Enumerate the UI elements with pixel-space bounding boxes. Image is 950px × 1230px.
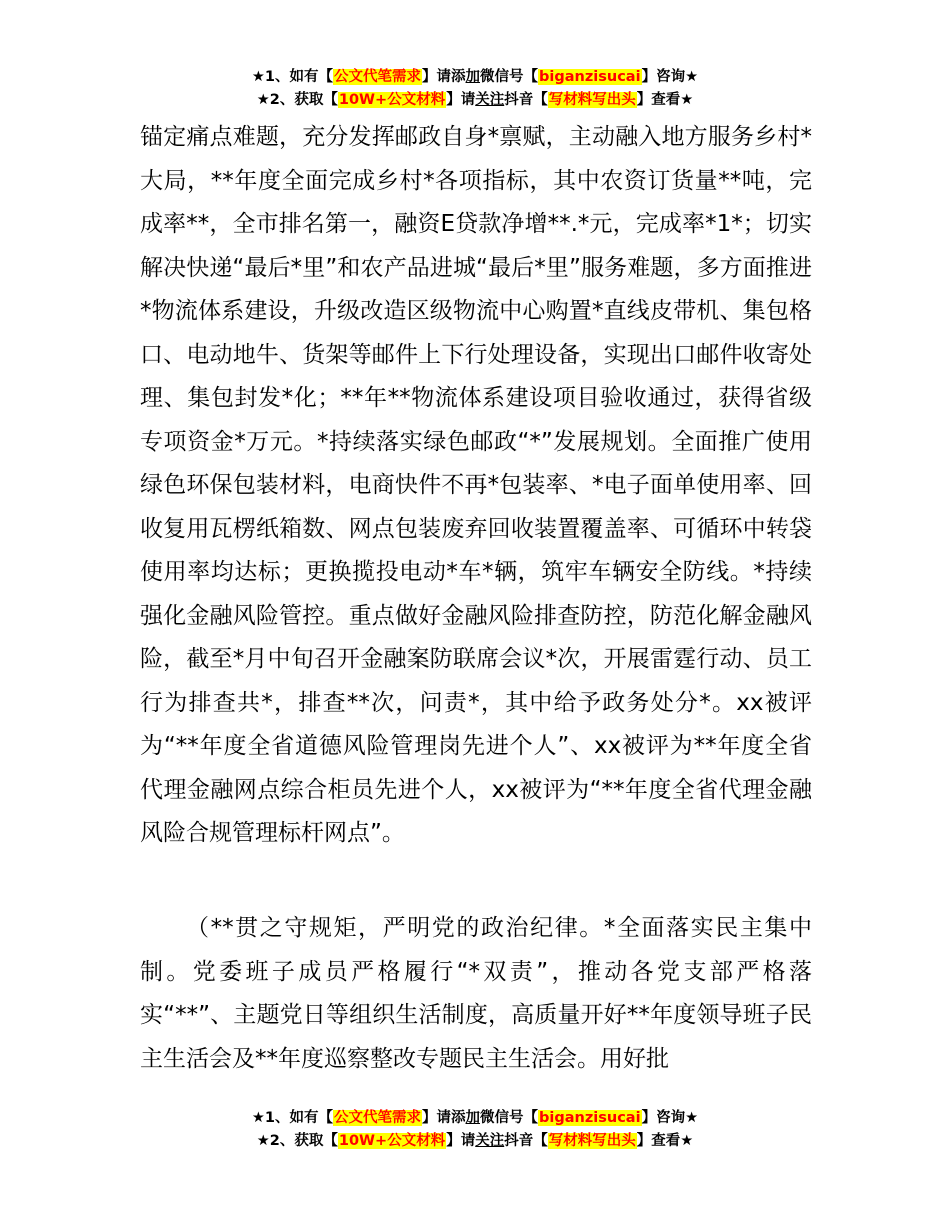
promo-highlight: 公文代笔需求: [334, 69, 422, 85]
douyin-id-highlight: 写材料写出头: [548, 92, 636, 108]
promo-line-1: [0, 66, 950, 89]
promo-text: ★1、如有【: [251, 69, 334, 85]
douyin-id-highlight: 写材料写出头: [548, 1133, 636, 1149]
promo-text: 抖音【: [504, 92, 548, 108]
promo-text: 】请添: [422, 69, 466, 85]
promo-text: 微信号【: [480, 69, 539, 85]
promo-text: 】咨询★: [641, 69, 699, 85]
promo-text: 抖音【: [504, 1133, 548, 1149]
promo-line-1: [0, 1107, 950, 1130]
promo-highlight: 公文代笔需求: [334, 1110, 422, 1126]
promo-line-2: [0, 1130, 950, 1153]
wechat-id-highlight: biganzisucai: [539, 1110, 641, 1126]
promo-highlight: 10W+公文材料: [338, 92, 446, 108]
promo-banner-top: [0, 66, 950, 112]
promo-text: 微信号【: [480, 1110, 539, 1126]
promo-line-2: [0, 89, 950, 112]
wechat-id-highlight: biganzisucai: [539, 69, 641, 85]
promo-banner-bottom: [0, 1107, 950, 1153]
promo-text: 】请: [446, 92, 476, 108]
promo-text: 】查看★: [636, 92, 694, 108]
promo-highlight: 10W+公文材料: [338, 1133, 446, 1149]
promo-underlined: 关注: [475, 92, 505, 108]
promo-underlined: 加: [465, 69, 481, 85]
promo-text: ★1、如有【: [251, 1110, 334, 1126]
promo-text: 】请添: [422, 1110, 466, 1126]
promo-text: ★2、获取【: [256, 1133, 338, 1149]
promo-underlined: 加: [465, 1110, 481, 1126]
promo-text: 】咨询★: [641, 1110, 699, 1126]
document-body-paragraph-1: [140, 116, 812, 856]
document-body-paragraph-2: [140, 907, 812, 1081]
promo-underlined: 关注: [475, 1133, 505, 1149]
promo-text: 】请: [446, 1133, 476, 1149]
paragraph-text: 锚定痛点难题，充分发挥邮政自身*禀赋，主动融入地方服务乡村*大局，**年度全面完成乡村*各项指标，其中农资订货量**吨，完成率**，全市排名第一，融资E贷款净增**.*元，完成率*1*；切实解决快递“最后*里”和农产品进城“最后*里”服务难题，多方面推进*物流体系建设，升级改造区级物流中心购置*直线皮带机、集包格口、电动地牛、货架等邮件上下行处理设备，实现出口邮件收寄处理、集包封发*化；**年**物流体系建设项目验收通过，获得省级专项资金*万元。*持续落实绿色邮政“*”发展规划。全面推广使用绿色环保包装材料，电商快件不再*包装率、*电子面单使用率、回收复用瓦楞纸箱数、网点包装废弃回收装置覆盖率、可循环中转袋使用率均达标；更换揽投电动*车*辆，筑牢车辆安全防线。*持续强化金融风险管控。重点做好金融风险排查防控，防范化解金融风险，截至*月中旬召开金融案防联席会议*次，开展雷霆行动、员工行为排查共*，排查**次，问责*，其中给予政务处分*。xx被评为“**年度全省道德风险管理岗先进个人”、xx被评为**年度全省代理金融网点综合柜员先进个人，xx被评为“**年度全省代理金融风险合规管理标杆网点”。: [140, 124, 813, 846]
paragraph-text: （**贯之守规矩，严明党的政治纪律。*全面落实民主集中制。党委班子成员严格履行“*双责”，推动各党支部严格落实“**”、主题党日等组织生活制度，高质量开好**年度领导班子民主生活会及**年度巡察整改专题民主生活会。用好批: [140, 915, 812, 1072]
promo-text: ★2、获取【: [256, 92, 338, 108]
promo-text: 】查看★: [636, 1133, 694, 1149]
